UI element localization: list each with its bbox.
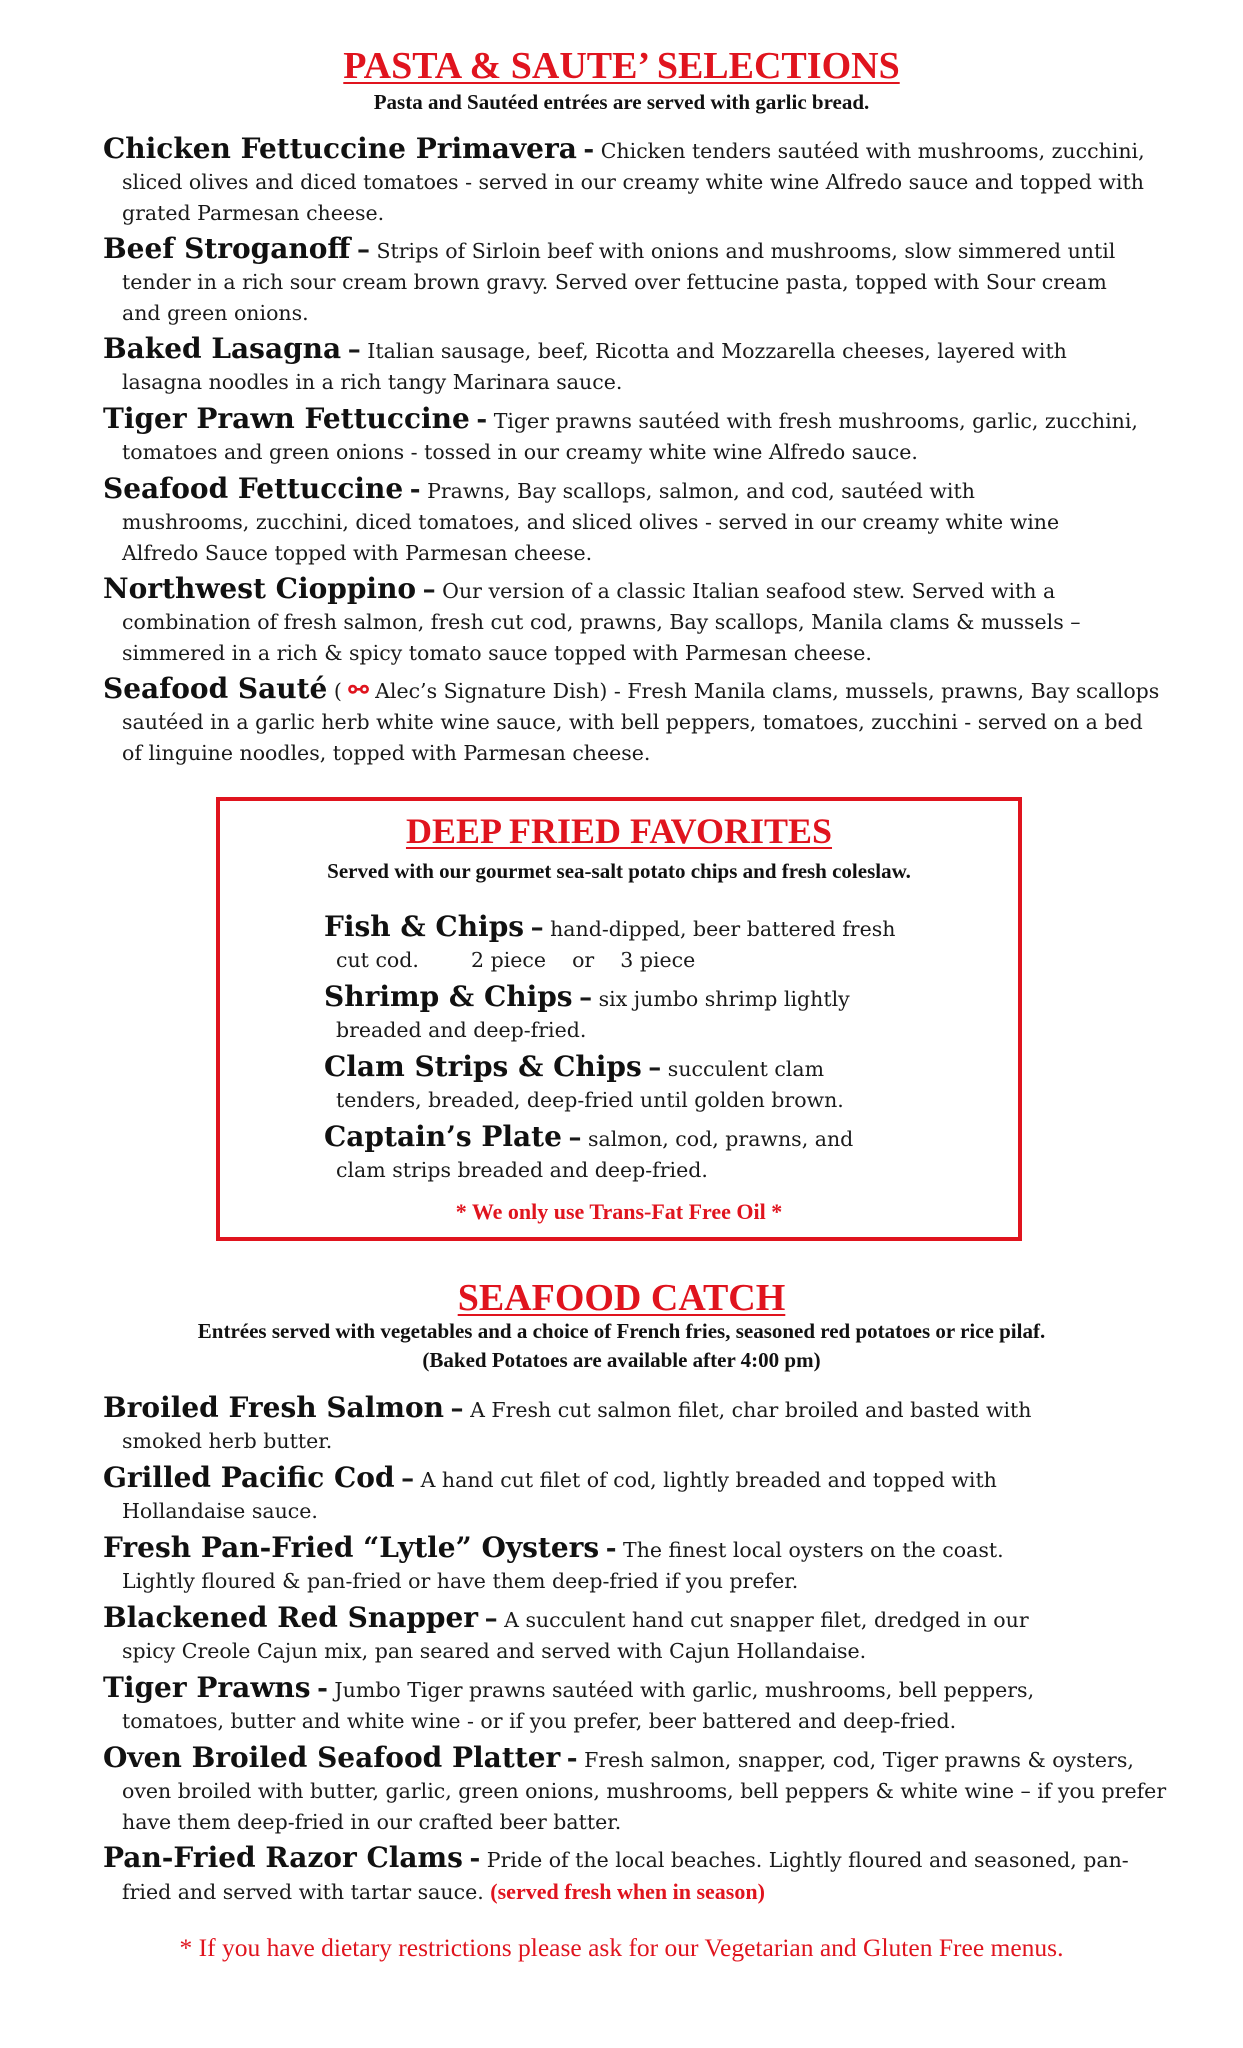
menu-item: [103, 233, 1122, 329]
menu-item: [103, 1532, 1082, 1597]
menu-item: [103, 573, 1162, 669]
item-separator: -: [566, 1744, 578, 1774]
signature-dish-icon: ⚯: [348, 675, 369, 704]
item-description: A hand cut filet of cod, lightly breaded and topped with Hollandaise sauce.: [122, 1468, 997, 1523]
item-description: A succulent hand cut snapper filet, dredged in our spicy Creole Cajun mix, pan seared and served with Cajun Hollandaise.: [122, 1608, 1029, 1663]
pasta-section-subtitle: Pasta and Sautéed entrées are served with garlic bread.: [373, 90, 870, 114]
item-name: Fish & Chips: [324, 910, 525, 943]
fried-section-subtitle: Served with our gourmet sea-salt potato chips and fresh coleslaw.: [327, 859, 911, 883]
item-paren: (: [333, 679, 342, 703]
menu-item: [103, 333, 1122, 398]
item-name: Chicken Fettuccine Primavera: [103, 132, 577, 165]
item-separator: -: [409, 475, 421, 505]
item-description: Jumbo Tiger prawns sautéed with garlic, mushrooms, bell peppers, tomatoes, butter and white wine - or if you prefer, beer battered and deep-fried.: [122, 1678, 1035, 1733]
item-separator: -: [583, 135, 595, 165]
menu-item: [103, 1672, 1102, 1737]
item-name: Clam Strips & Chips: [324, 1050, 642, 1083]
menu-item: [103, 1462, 1082, 1527]
item-name: Captain’s Plate: [324, 1120, 562, 1153]
item-description: Prawns, Bay scallops, salmon, and cod, sautéed with mushrooms, zucchini, diced tomatoes, and sliced olives - served in our creamy white wine Alfredo Sauce topped with Parmesan cheese.: [122, 479, 1060, 565]
item-name: Shrimp & Chips: [324, 980, 573, 1013]
menu-item: [324, 1121, 896, 1186]
trans-fat-note: * We only use Trans-Fat Free Oil *: [455, 1199, 783, 1224]
item-separator: –: [401, 1464, 415, 1494]
item-separator: –: [347, 335, 361, 365]
item-description: Strips of Sirloin beef with onions and mushrooms, slow simmered until tender in a rich sour cream brown gravy. Served over fettucine pasta, topped with Sour cream and green onions.: [122, 239, 1116, 325]
menu-item: [324, 911, 896, 976]
item-description: Our version of a classic Italian seafood stew. Served with a combination of fresh salmon, fresh cut cod, prawns, Bay scallops, Manila clams & mussels – simmered in a rich & spicy tomato sauce topped with Parmesan cheese.: [122, 579, 1081, 665]
item-description: Italian sausage, beef, Ricotta and Mozzarella cheeses, layered with lasagna noodles in a rich tangy Marinara sauce.: [122, 339, 1067, 394]
item-separator: -: [605, 1534, 617, 1564]
item-separator: -: [476, 405, 488, 435]
item-description: Pride of the local beaches. Lightly floured and seasoned, pan-fried and served with tartar sauce.: [122, 1848, 1129, 1904]
item-description: hand-dipped, beer battered fresh cut cod. 2 piece or 3 piece: [336, 917, 896, 972]
item-name: Grilled Pacific Cod: [103, 1461, 395, 1494]
item-separator: –: [579, 983, 593, 1013]
menu-item: [103, 673, 1162, 769]
item-separator: –: [648, 1053, 662, 1083]
item-separator: –: [422, 575, 436, 605]
deep-fried-box: [216, 797, 1022, 1241]
pasta-section-title: PASTA & SAUTE’ SELECTIONS: [343, 45, 900, 87]
item-description: salmon, cod, prawns, and clam strips breaded and deep-fried.: [336, 1127, 854, 1182]
item-separator: –: [356, 235, 370, 265]
item-name: Blackened Red Snapper: [103, 1601, 479, 1634]
item-description: Fresh salmon, snapper, cod, Tiger prawns & oysters, oven broiled with butter, garlic, green onions, mushrooms, bell peppers & white wine – if you prefer have them deep-fried in our crafted beer batter.: [122, 1748, 1167, 1834]
fried-section-title: DEEP FRIED FAVORITES: [405, 811, 833, 851]
menu-item: [103, 1742, 1172, 1838]
item-description: The finest local oysters on the coast. Lightly floured & pan-fried or have them deep-fried if you prefer.: [122, 1538, 1004, 1593]
menu-item: [103, 1602, 1082, 1667]
menu-item: [103, 403, 1182, 468]
item-description: succulent clam tenders, breaded, deep-fried until golden brown.: [336, 1057, 844, 1112]
item-separator: -: [317, 1674, 328, 1704]
menu-item: [103, 473, 1082, 569]
item-name: Pan-Fried Razor Clams: [103, 1841, 463, 1874]
item-description: A Fresh cut salmon filet, char broiled and basted with smoked herb butter.: [122, 1398, 1032, 1453]
menu-item: [103, 1842, 1142, 1908]
item-separator: -: [469, 1844, 481, 1874]
item-separator: –: [530, 913, 544, 943]
signature-label: Alec’s Signature Dish): [375, 679, 608, 703]
item-description: - Fresh Manila clams, mussels, prawns, Bay scallops sautéed in a garlic herb white wine sauce, with bell peppers, tomatoes, zucchini - served on a bed of linguine noodles, topped with Parmesan cheese.: [122, 679, 1160, 765]
item-description: Tiger prawns sautéed with fresh mushrooms, garlic, zucchini, tomatoes and green onions - tossed in our creamy white wine Alfredo sauce.: [122, 409, 1138, 464]
seafood-section-title: SEAFOOD CATCH: [457, 1277, 786, 1319]
item-description: Chicken tenders sautéed with mushrooms, zucchini, sliced olives and diced tomatoes - served in our creamy white wine Alfredo sauce and topped with grated Parmesan cheese.: [122, 139, 1145, 225]
season-note: (served fresh when in season): [490, 1879, 765, 1904]
item-name: Fresh Pan-Fried “Lytle” Oysters: [103, 1531, 600, 1564]
menu-item: [103, 133, 1162, 229]
item-name: Beef Stroganoff: [103, 232, 351, 265]
menu-item: [324, 981, 896, 1046]
item-separator: –: [450, 1394, 464, 1424]
item-name: Northwest Cioppino: [103, 572, 417, 605]
item-name: Broiled Fresh Salmon: [103, 1391, 444, 1424]
item-name: Tiger Prawns: [103, 1671, 311, 1704]
item-name: Baked Lasagna: [103, 332, 342, 365]
item-separator: –: [568, 1123, 582, 1153]
item-name: Oven Broiled Seafood Platter: [103, 1741, 561, 1774]
seafood-section-subtitle-2: (Baked Potatoes are available after 4:00 pm): [422, 1348, 821, 1372]
item-name: Seafood Sauté: [103, 672, 328, 705]
item-name: Tiger Prawn Fettuccine: [103, 402, 470, 435]
item-description: six jumbo shrimp lightly breaded and deep-fried.: [336, 987, 850, 1042]
item-name: Seafood Fettuccine: [103, 472, 404, 505]
menu-item: [324, 1051, 896, 1116]
menu-item: [103, 1392, 1102, 1457]
dietary-restrictions-note: * If you have dietary restrictions please ask for our Vegetarian and Gluten Free menus.: [179, 1933, 1064, 1962]
seafood-section-subtitle: Entrées served with vegetables and a choice of French fries, seasoned red potatoes or rice pilaf.: [197, 1319, 1046, 1343]
item-separator: –: [484, 1604, 498, 1634]
